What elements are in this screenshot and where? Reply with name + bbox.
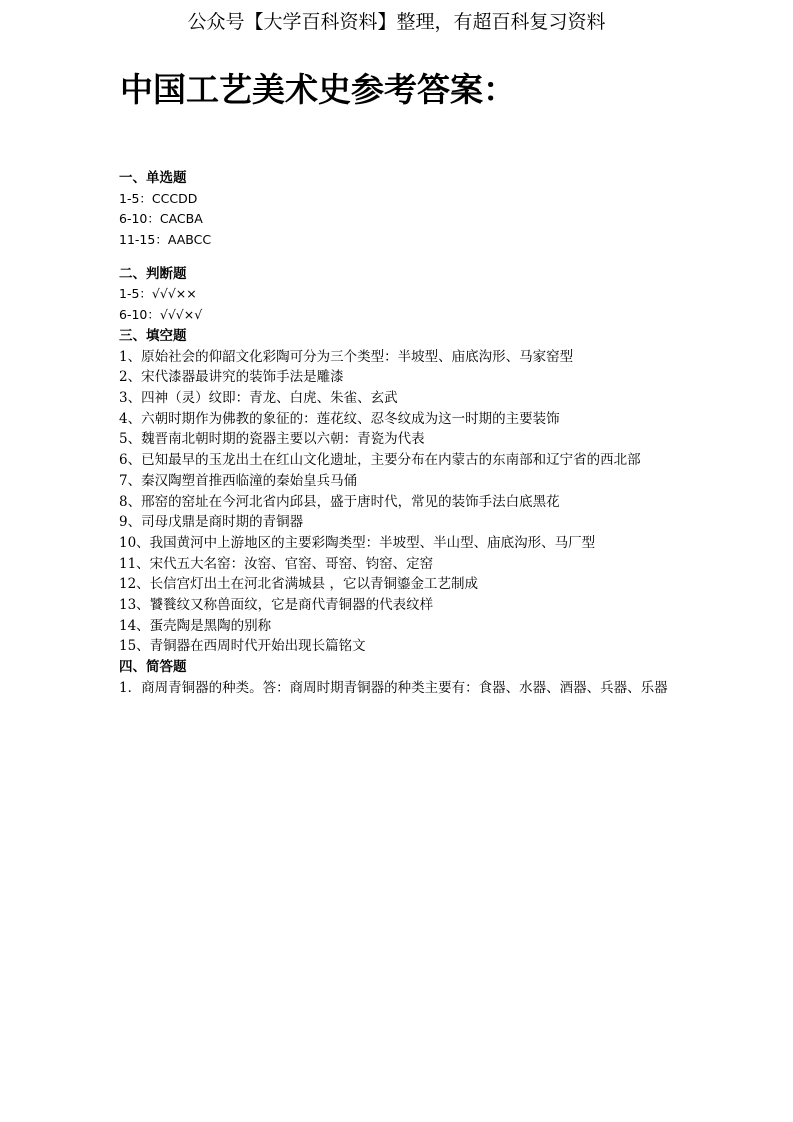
section-heading-fill-blank: 三、填空题	[119, 327, 187, 344]
answer-line: 11-15：AABCC	[119, 232, 212, 248]
list-item: 14、蛋壳陶是黑陶的别称	[119, 617, 272, 634]
list-item: 6、已知最早的玉龙出土在红山文化遗址，主要分布在内蒙古的东南部和辽宁省的西北部	[119, 452, 641, 469]
list-item: 11、宋代五大名窑：汝窑、官窑、哥窑、钧窑、定窑	[119, 555, 434, 572]
section-heading-short-answer: 四、简答题	[119, 659, 187, 676]
list-item: 8、邢窑的窑址在今河北省内邱县，盛于唐时代，常见的装饰手法白底黑花	[119, 493, 560, 510]
list-item: 15、青铜器在西周时代开始出现长篇铭文	[119, 638, 366, 655]
list-item: 9、司母戊鼎是商时期的青铜器	[119, 514, 304, 531]
document-body	[119, 168, 699, 699]
answer-line: 6-10：CACBA	[119, 211, 203, 227]
page-header: 公众号【大学百科资料】整理，有超百科复习资料	[187, 11, 606, 33]
list-item: 2、宋代漆器最讲究的装饰手法是雕漆	[119, 369, 344, 386]
list-item: 1．商周青铜器的种类。答：商周时期青铜器的种类主要有：食器、水器、酒器、兵器、乐器	[119, 679, 668, 696]
section-heading-true-false: 二、判断题	[119, 265, 187, 282]
list-item: 1、原始社会的仰韶文化彩陶可分为三个类型：半坡型、庙底沟形、马家窑型	[119, 348, 574, 365]
list-item: 10、我国黄河中上游地区的主要彩陶类型：半坡型、半山型、庙底沟形、马厂型	[119, 534, 596, 551]
list-item: 7、秦汉陶塑首推西临潼的秦始皇兵马俑	[119, 472, 358, 489]
section-heading-single-choice: 一、单选题	[119, 170, 187, 186]
answer-line: 1-5：CCCDD	[119, 190, 198, 206]
page-title: 中国工艺美术史参考答案：	[120, 70, 516, 109]
answer-line: 6-10：√√√×√	[119, 307, 203, 323]
list-item: 5、魏晋南北朝时期的瓷器主要以六朝：青瓷为代表	[119, 431, 425, 448]
list-item: 3、四神（灵）纹即：青龙、白虎、朱雀、玄武	[119, 389, 398, 406]
list-item: 12、长信宫灯出土在河北省满城县 ，它以青铜鎏金工艺制成	[119, 576, 478, 593]
answer-line: 1-5：√√√××	[119, 286, 197, 302]
list-item: 13、饕餮纹又称兽面纹，它是商代青铜器的代表纹样	[119, 597, 434, 614]
list-item: 4、六朝时期作为佛教的象征的：莲花纹、忍冬纹成为这一时期的主要装饰	[119, 410, 560, 427]
